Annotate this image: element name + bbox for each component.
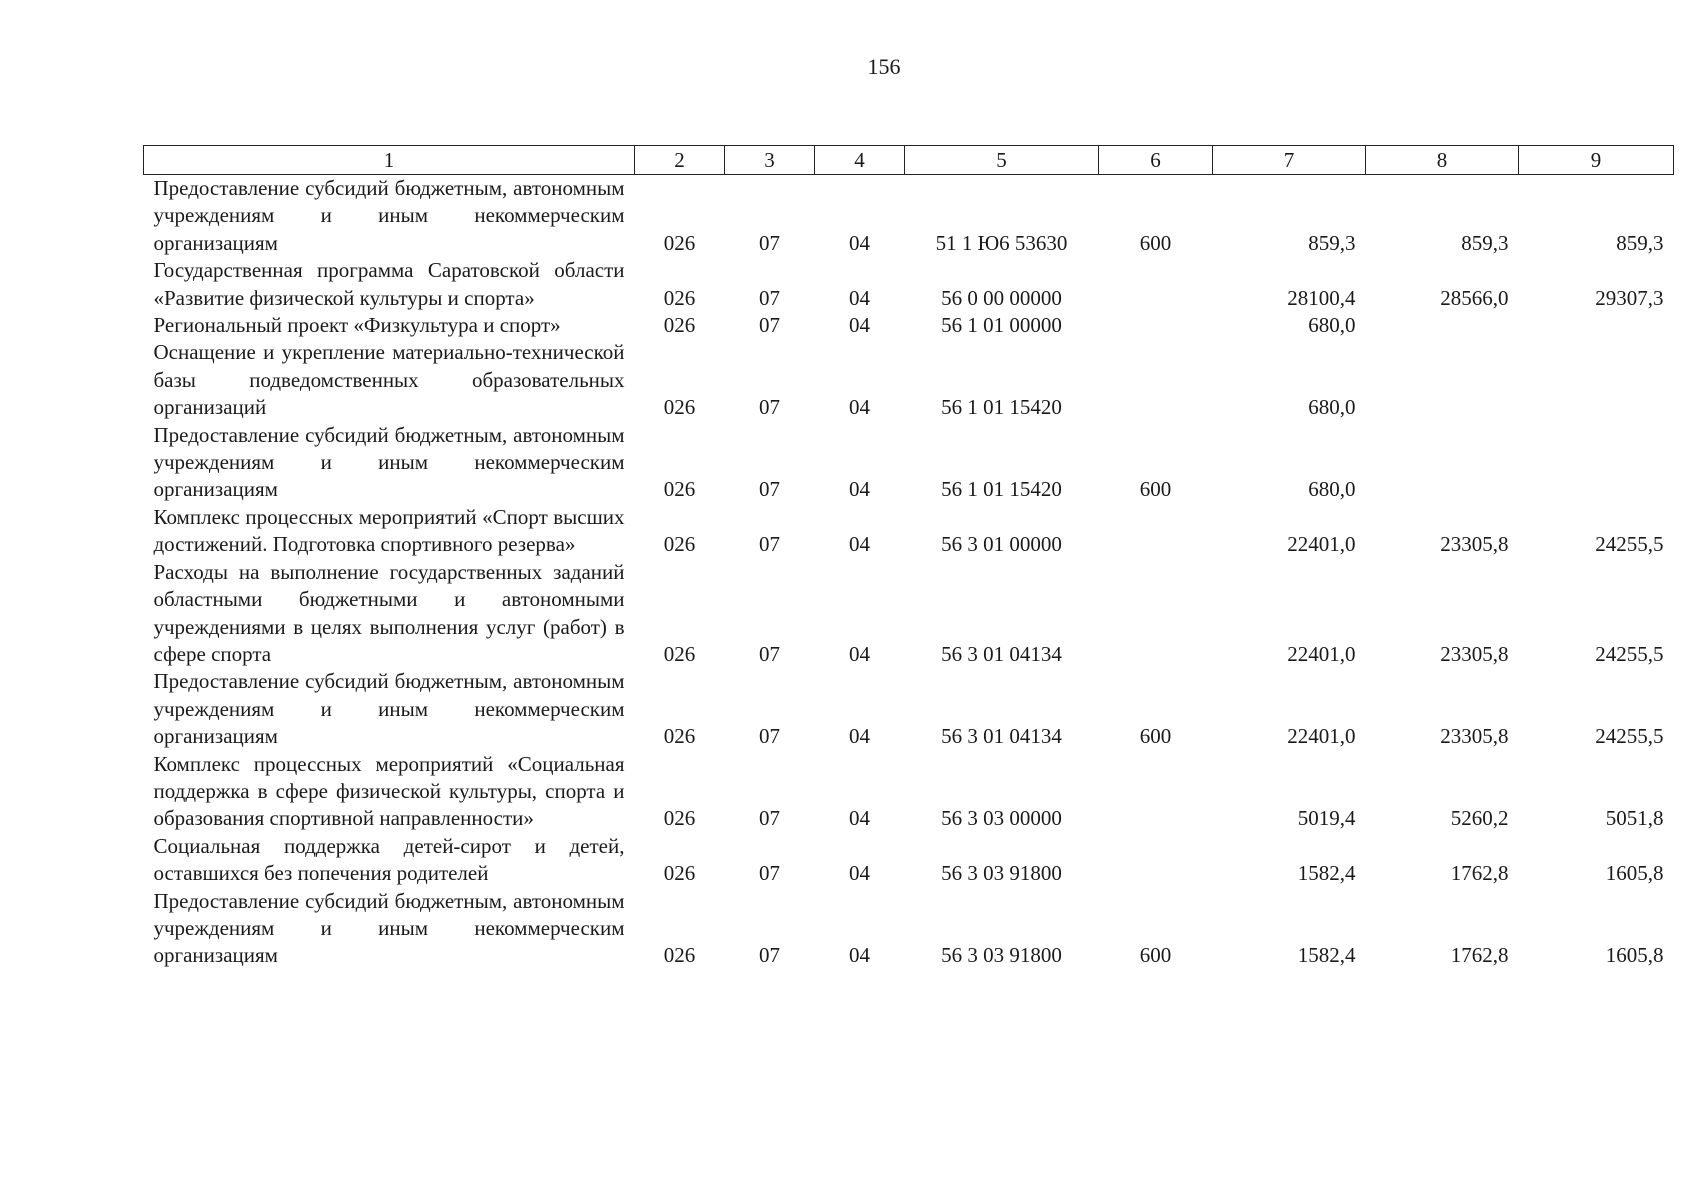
target-article-cell: 56 3 03 91800 xyxy=(941,861,1062,886)
row-name-cell: Предоставление субсидий бюджетным, автономным учреждениям и иным некоммерческим организациям xyxy=(153,176,625,255)
column-header: 9 xyxy=(1519,146,1674,175)
amount-year1-cell: 22401,0 xyxy=(1287,641,1356,666)
amount-year3-cell: 24255,5 xyxy=(1595,641,1664,666)
row-name-cell: Расходы на выполнение государственных заданий областными бюджетными и автономными учреждениями в целях выполнения услуг (работ) в сфере спорта xyxy=(153,559,625,666)
amount-year1-cell: 22401,0 xyxy=(1287,724,1356,749)
row-name-cell: Социальная поддержка детей-сирот и детей, оставшихся без попечения родителей xyxy=(153,833,625,886)
expense-type-cell xyxy=(1099,504,1213,559)
admin-code-cell: 026 xyxy=(663,724,696,749)
subsection-cell: 04 xyxy=(849,641,870,666)
amount-year3-cell: 1605,8 xyxy=(1605,861,1664,886)
target-article-cell: 56 1 01 15420 xyxy=(941,395,1062,420)
subsection-cell: 04 xyxy=(849,532,870,557)
subsection-cell: 04 xyxy=(849,943,870,968)
amount-year2-cell: 859,3 xyxy=(1461,230,1509,255)
admin-code-cell: 026 xyxy=(663,532,696,557)
expense-type-cell: 600 xyxy=(1139,943,1172,968)
column-header: 1 xyxy=(144,146,635,175)
column-header: 2 xyxy=(635,146,725,175)
admin-code-cell: 026 xyxy=(663,230,696,255)
expense-type-cell: 600 xyxy=(1139,230,1172,255)
expense-type-cell xyxy=(1099,339,1213,421)
section-cell: 07 xyxy=(759,532,780,557)
column-header: 8 xyxy=(1366,146,1519,175)
amount-year2-cell: 23305,8 xyxy=(1440,532,1509,557)
table-row xyxy=(144,559,1674,669)
subsection-cell: 04 xyxy=(849,861,870,886)
column-header: 3 xyxy=(725,146,815,175)
admin-code-cell: 026 xyxy=(663,477,696,502)
amount-year3-cell xyxy=(1519,339,1674,421)
amount-year3-cell: 5051,8 xyxy=(1605,806,1664,831)
table-row xyxy=(144,833,1674,888)
section-cell: 07 xyxy=(759,861,780,886)
amount-year3-cell: 24255,5 xyxy=(1595,532,1664,557)
table-row xyxy=(144,312,1674,339)
amount-year2-cell xyxy=(1366,339,1519,421)
amount-year1-cell: 5019,4 xyxy=(1297,806,1356,831)
target-article-cell: 56 3 03 91800 xyxy=(941,943,1062,968)
amount-year1-cell: 1582,4 xyxy=(1297,861,1356,886)
subsection-cell: 04 xyxy=(849,285,870,310)
expense-type-cell xyxy=(1099,257,1213,312)
amount-year2-cell: 5260,2 xyxy=(1450,806,1509,831)
section-cell: 07 xyxy=(759,230,780,255)
expense-type-cell: 600 xyxy=(1139,724,1172,749)
subsection-cell: 04 xyxy=(849,806,870,831)
target-article-cell: 51 1 Ю6 53630 xyxy=(935,230,1068,255)
amount-year3-cell xyxy=(1519,422,1674,504)
section-cell: 07 xyxy=(759,724,780,749)
target-article-cell: 56 3 01 00000 xyxy=(941,532,1062,557)
column-number-header xyxy=(144,146,1674,175)
row-name-cell: Комплекс процессных мероприятий «Социальная поддержка в сфере физической культуры, спорта и образования спортивной направленности» xyxy=(153,751,625,831)
admin-code-cell: 026 xyxy=(663,861,696,886)
section-cell: 07 xyxy=(759,285,780,310)
row-name-cell: Предоставление субсидий бюджетным, автономным учреждениям и иным некоммерческим организациям xyxy=(153,422,625,502)
amount-year2-cell: 23305,8 xyxy=(1440,724,1509,749)
subsection-cell: 04 xyxy=(849,724,870,749)
amount-year1-cell: 22401,0 xyxy=(1287,532,1356,557)
amount-year2-cell: 23305,8 xyxy=(1440,641,1509,666)
amount-year3-cell: 24255,5 xyxy=(1595,724,1664,749)
amount-year2-cell xyxy=(1366,312,1519,339)
target-article-cell: 56 3 01 04134 xyxy=(941,724,1062,749)
row-name-cell: Предоставление субсидий бюджетным, автономным учреждениям и иным некоммерческим организациям xyxy=(153,669,625,749)
table-row xyxy=(144,888,1674,970)
table-row xyxy=(144,339,1674,421)
section-cell: 07 xyxy=(759,395,780,420)
amount-year1-cell: 680,0 xyxy=(1308,477,1356,502)
row-name-cell: Комплекс процессных мероприятий «Спорт высших достижений. Подготовка спортивного резерва» xyxy=(153,504,625,557)
expense-type-cell xyxy=(1099,559,1213,669)
amount-year1-cell: 28100,4 xyxy=(1287,285,1356,310)
amount-year2-cell xyxy=(1366,422,1519,504)
expense-type-cell xyxy=(1099,312,1213,339)
budget-table xyxy=(143,145,1674,970)
admin-code-cell: 026 xyxy=(663,285,696,310)
row-name-cell: Региональный проект «Физкультура и спорт» xyxy=(153,313,561,338)
admin-code-cell: 026 xyxy=(663,395,696,420)
section-cell: 07 xyxy=(759,477,780,502)
target-article-cell: 56 1 01 15420 xyxy=(941,477,1062,502)
amount-year1-cell: 1582,4 xyxy=(1297,943,1356,968)
amount-year3-cell: 1605,8 xyxy=(1605,943,1664,968)
subsection-cell: 04 xyxy=(849,477,870,502)
subsection-cell: 04 xyxy=(849,230,870,255)
amount-year3-cell: 29307,3 xyxy=(1595,285,1664,310)
page-number: 156 xyxy=(867,54,901,79)
table-row xyxy=(144,422,1674,504)
subsection-cell: 04 xyxy=(849,395,870,420)
target-article-cell: 56 0 00 00000 xyxy=(941,285,1062,310)
section-cell: 07 xyxy=(759,313,780,338)
column-header: 6 xyxy=(1099,146,1213,175)
amount-year1-cell: 859,3 xyxy=(1308,230,1356,255)
target-article-cell: 56 3 01 04134 xyxy=(941,641,1062,666)
amount-year2-cell: 28566,0 xyxy=(1440,285,1509,310)
table-row xyxy=(144,504,1674,559)
amount-year1-cell: 680,0 xyxy=(1308,313,1356,338)
amount-year2-cell: 1762,8 xyxy=(1450,861,1509,886)
row-name-cell: Государственная программа Саратовской области «Развитие физической культуры и спорта» xyxy=(153,258,625,310)
table-body xyxy=(144,175,1674,970)
row-name-cell: Предоставление субсидий бюджетным, автономным учреждениям и иным некоммерческим организациям xyxy=(153,888,625,968)
table-row xyxy=(144,751,1674,833)
column-header: 5 xyxy=(905,146,1099,175)
admin-code-cell: 026 xyxy=(663,806,696,831)
admin-code-cell: 026 xyxy=(663,641,696,666)
subsection-cell: 04 xyxy=(849,313,870,338)
row-name-cell: Оснащение и укрепление материально-технической базы подведомственных образовательных организаций xyxy=(153,340,625,420)
amount-year3-cell: 859,3 xyxy=(1616,230,1664,255)
expense-type-cell xyxy=(1099,833,1213,888)
section-cell: 07 xyxy=(759,806,780,831)
table-row xyxy=(144,257,1674,312)
admin-code-cell: 026 xyxy=(663,313,696,338)
amount-year3-cell xyxy=(1519,312,1674,339)
target-article-cell: 56 3 03 00000 xyxy=(941,806,1062,831)
table-row xyxy=(144,668,1674,750)
amount-year2-cell: 1762,8 xyxy=(1450,943,1509,968)
column-header: 4 xyxy=(815,146,905,175)
amount-year1-cell: 680,0 xyxy=(1308,395,1356,420)
admin-code-cell: 026 xyxy=(663,943,696,968)
expense-type-cell: 600 xyxy=(1139,477,1172,502)
table-row xyxy=(144,175,1674,258)
target-article-cell: 56 1 01 00000 xyxy=(941,313,1062,338)
expense-type-cell xyxy=(1099,751,1213,833)
section-cell: 07 xyxy=(759,943,780,968)
section-cell: 07 xyxy=(759,641,780,666)
column-header: 7 xyxy=(1213,146,1366,175)
